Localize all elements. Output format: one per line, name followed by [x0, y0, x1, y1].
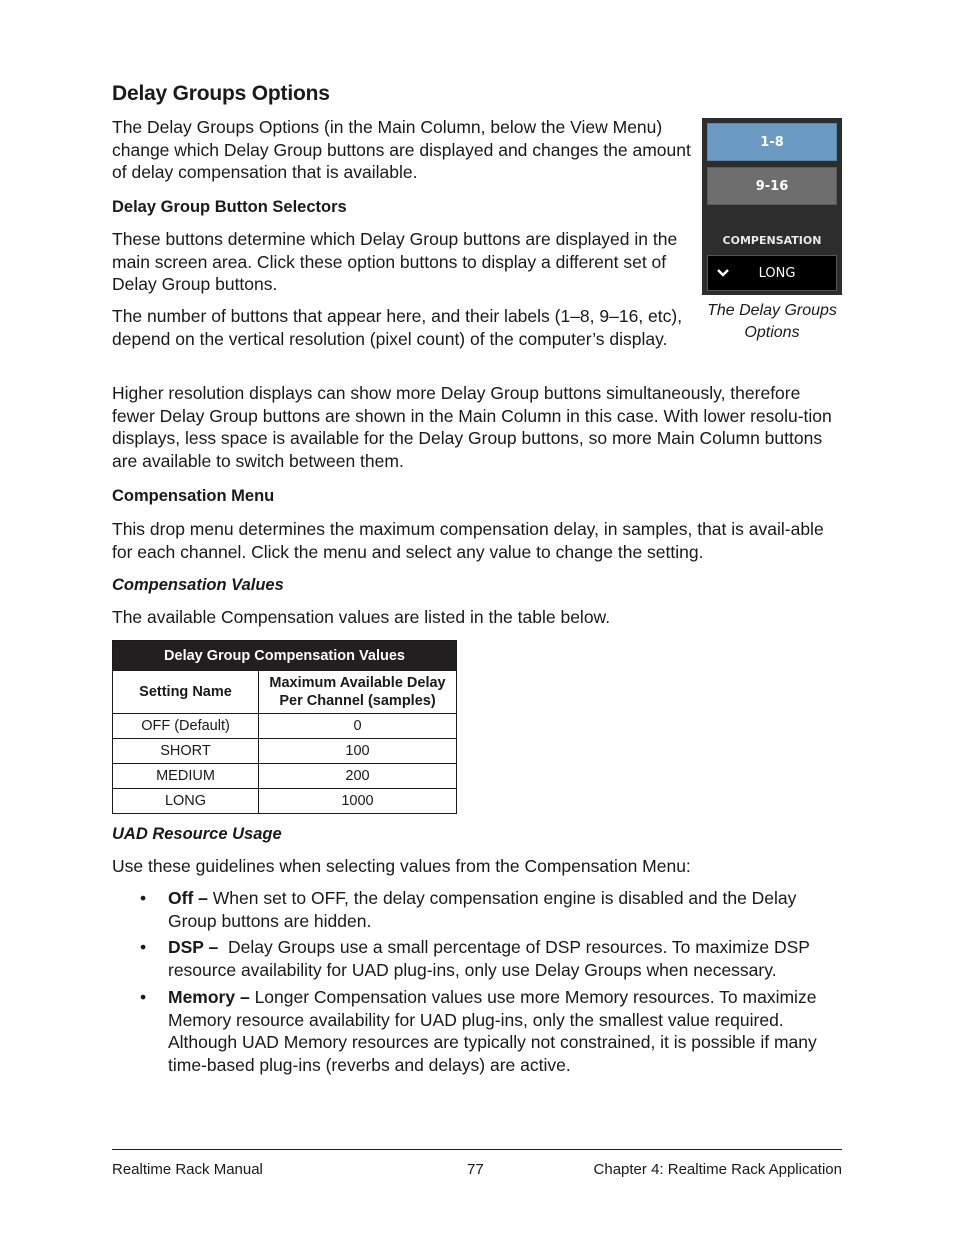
compensation-values-table	[112, 640, 457, 814]
table-cell-samples: 1000	[259, 789, 457, 814]
selectors-heading: Delay Group Button Selectors	[112, 198, 347, 216]
footer-manual-title: Realtime Rack Manual	[112, 1161, 263, 1178]
compensation-menu-heading: Compensation Menu	[112, 487, 275, 505]
table-cell-setting: LONG	[113, 789, 259, 814]
bullet-text: Delay Groups use a small percentage of DSP resources. To maximize DSP resource availability for UAD plug-ins, only use Delay Groups when necessary.	[168, 937, 815, 980]
compensation-values-paragraph: The available Compensation values are listed in the table below.	[112, 607, 611, 627]
bullet-term: Off –	[168, 888, 208, 908]
compensation-values-heading: Compensation Values	[112, 576, 284, 594]
table-cell-setting: MEDIUM	[113, 764, 259, 789]
compensation-value: LONG	[758, 265, 796, 281]
figure-caption: The Delay Groups Options	[707, 302, 837, 341]
bullet-dot: •	[140, 937, 147, 957]
table-header-max-delay-line2: Per Channel (samples)	[279, 693, 436, 709]
selectors-paragraph-3: Higher resolution displays can show more Delay Group buttons simultaneously, therefore fewer Delay Group buttons are shown in the Main Column in this case. With lower resolu-tion displays, less space is available for the Delay Group buttons, so more Main Column buttons are available to switch between them.	[112, 383, 832, 471]
footer-rule	[112, 1149, 842, 1150]
bullet-off	[168, 887, 838, 932]
bullet-dsp	[168, 936, 838, 981]
bullet-dot: •	[140, 888, 147, 908]
table-cell-samples: 200	[259, 764, 457, 789]
delay-group-9-16-button[interactable]: 9-16	[707, 167, 837, 205]
bullet-text: When set to OFF, the delay compensation engine is disabled and the Delay Group buttons are hidden.	[168, 888, 797, 931]
table-header-setting-name: Setting Name	[113, 671, 259, 714]
table-header-max-delay	[259, 671, 457, 714]
compensation-label: COMPENSATION	[722, 234, 822, 247]
table-cell-setting: SHORT	[113, 739, 259, 764]
chevron-down-icon	[708, 268, 738, 278]
section-heading: Delay Groups Options	[112, 82, 330, 105]
table-row	[113, 739, 457, 764]
selectors-paragraph-2: The number of buttons that appear here, and their labels (1–8, 9–16, etc), depend on the vertical resolution (pixel count) of the computer’s display.	[112, 306, 683, 349]
uad-resource-heading: UAD Resource Usage	[112, 825, 282, 843]
bullet-term: Memory –	[168, 987, 250, 1007]
delay-groups-options-panel	[702, 118, 842, 295]
bullet-text: Longer Compensation values use more Memory resources. To maximize Memory resource availability for UAD plug-ins, only the smallest value required. Although UAD Memory resources are typically not constrained, it is possible if many time-based plug-ins (reverbs and delays) are active.	[168, 987, 817, 1075]
selectors-paragraph-1: These buttons determine which Delay Group buttons are displayed in the main screen area. Click these option buttons to display a different set of Delay Group buttons.	[112, 229, 678, 294]
bullet-memory	[168, 986, 838, 1076]
uad-resource-paragraph: Use these guidelines when selecting values from the Compensation Menu:	[112, 856, 691, 876]
bullet-dot: •	[140, 987, 147, 1007]
table-row	[113, 789, 457, 814]
footer-chapter-title: Chapter 4: Realtime Rack Application	[593, 1161, 842, 1178]
table-cell-samples: 100	[259, 739, 457, 764]
table-caption: Delay Group Compensation Values	[113, 641, 457, 671]
intro-paragraph: The Delay Groups Options (in the Main Column, below the View Menu) change which Delay Group buttons are displayed and changes the amount of delay compensation that is available.	[112, 117, 691, 182]
compensation-menu-paragraph: This drop menu determines the maximum compensation delay, in samples, that is avail-able for each channel. Click the menu and select any value to change the setting.	[112, 519, 824, 562]
compensation-dropdown[interactable]	[707, 255, 837, 291]
footer-page-number: 77	[467, 1161, 484, 1178]
table-header-max-delay-line1: Maximum Available Delay	[269, 675, 446, 691]
table-row	[113, 764, 457, 789]
table-cell-setting: OFF (Default)	[113, 714, 259, 739]
table-row	[113, 714, 457, 739]
delay-group-1-8-button[interactable]: 1-8	[707, 123, 837, 161]
bullet-term: DSP –	[168, 937, 219, 957]
table-cell-samples: 0	[259, 714, 457, 739]
